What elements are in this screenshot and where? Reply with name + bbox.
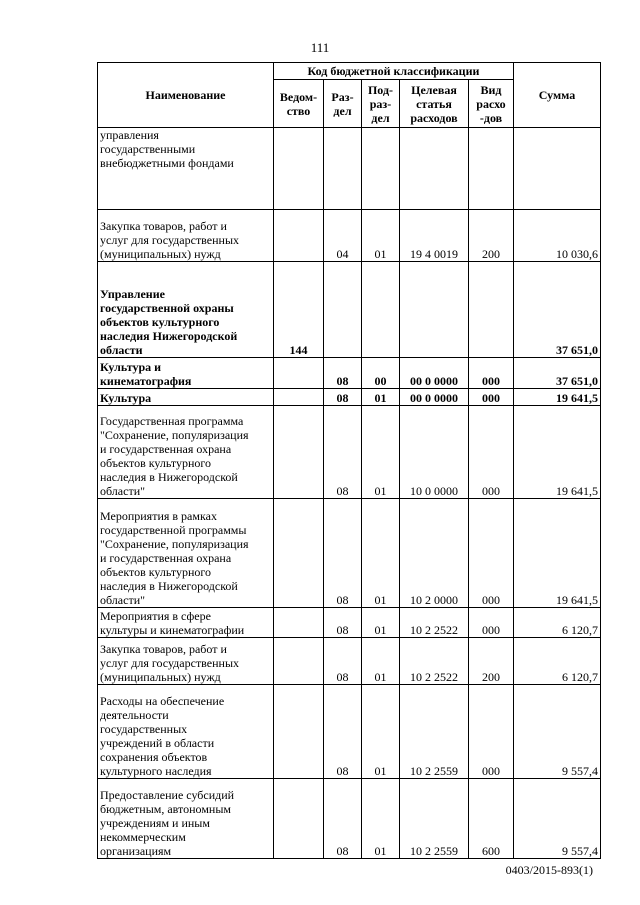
row-celevaya: 10 2 2559 [400, 685, 469, 779]
row-vid [469, 128, 514, 210]
row-razdel: 08 [324, 638, 362, 685]
row-podrazdel: 01 [362, 389, 400, 406]
row-vedomstvo [274, 406, 324, 499]
header-summa: Сумма [514, 63, 601, 128]
row-vedomstvo [274, 210, 324, 262]
row-vedomstvo: 144 [274, 262, 324, 358]
table-body [98, 128, 601, 859]
table-row [98, 638, 601, 685]
row-podrazdel: 01 [362, 779, 400, 859]
table-row [98, 389, 601, 406]
row-razdel: 04 [324, 210, 362, 262]
table-row [98, 128, 601, 210]
row-summa: 10 030,6 [514, 210, 601, 262]
header-vedomstvo: Ведом- ство [274, 80, 324, 128]
row-razdel: 08 [324, 779, 362, 859]
row-podrazdel: 01 [362, 499, 400, 608]
row-celevaya: 10 2 2559 [400, 779, 469, 859]
row-vid: 200 [469, 638, 514, 685]
row-name: Мероприятия в рамках государственной программы "Сохранение, популяризация и государственная охрана объектов культурного наследия в Нижегородской области" [98, 499, 274, 608]
header-code-group: Код бюджетной классификации [274, 63, 514, 80]
row-summa: 37 651,0 [514, 358, 601, 389]
row-razdel: 08 [324, 406, 362, 499]
row-podrazdel: 01 [362, 685, 400, 779]
row-vid: 600 [469, 779, 514, 859]
row-vedomstvo [274, 499, 324, 608]
row-summa: 6 120,7 [514, 608, 601, 638]
row-razdel: 08 [324, 608, 362, 638]
table-row [98, 262, 601, 358]
table-header [98, 63, 601, 128]
row-name: Закупка товаров, работ и услуг для государственных (муниципальных) нужд [98, 210, 274, 262]
row-summa: 6 120,7 [514, 638, 601, 685]
row-podrazdel: 01 [362, 638, 400, 685]
row-celevaya: 10 2 2522 [400, 608, 469, 638]
row-vedomstvo [274, 128, 324, 210]
row-summa: 19 641,5 [514, 499, 601, 608]
page-number: 111 [310, 40, 330, 55]
table-row [98, 608, 601, 638]
row-razdel [324, 128, 362, 210]
header-razdel: Раз- дел [324, 80, 362, 128]
row-razdel: 08 [324, 685, 362, 779]
table-row [98, 358, 601, 389]
row-name: Управление государственной охраны объектов культурного наследия Нижегородской области [98, 262, 274, 358]
table-row [98, 210, 601, 262]
row-podrazdel [362, 262, 400, 358]
header-podrazdel: Под- раз- дел [362, 80, 400, 128]
row-celevaya: 19 4 0019 [400, 210, 469, 262]
row-podrazdel: 01 [362, 406, 400, 499]
row-razdel: 08 [324, 389, 362, 406]
row-podrazdel [362, 128, 400, 210]
row-vid: 000 [469, 358, 514, 389]
document-code: 0403/2015-893(1) [505, 863, 593, 877]
row-celevaya: 10 2 0000 [400, 499, 469, 608]
row-vedomstvo [274, 608, 324, 638]
row-vid: 000 [469, 499, 514, 608]
row-name: Мероприятия в сфере культуры и кинематографии [98, 608, 274, 638]
row-summa: 9 557,4 [514, 685, 601, 779]
row-razdel: 08 [324, 358, 362, 389]
row-vedomstvo [274, 685, 324, 779]
table-row [98, 685, 601, 779]
row-vedomstvo [274, 358, 324, 389]
table-row [98, 406, 601, 499]
row-razdel [324, 262, 362, 358]
row-celevaya: 10 0 0000 [400, 406, 469, 499]
row-vedomstvo [274, 389, 324, 406]
row-name: Государственная программа "Сохранение, популяризация и государственная охрана объектов культурного наследия в Нижегородской области" [98, 406, 274, 499]
row-podrazdel: 01 [362, 608, 400, 638]
row-name: управления государственными внебюджетными фондами [98, 128, 274, 210]
row-summa: 19 641,5 [514, 406, 601, 499]
table-row [98, 779, 601, 859]
row-celevaya [400, 262, 469, 358]
row-vid: 000 [469, 685, 514, 779]
row-vedomstvo [274, 779, 324, 859]
row-name: Культура и кинематография [98, 358, 274, 389]
row-vid: 000 [469, 406, 514, 499]
row-summa [514, 128, 601, 210]
row-name: Культура [98, 389, 274, 406]
row-summa: 9 557,4 [514, 779, 601, 859]
row-razdel: 08 [324, 499, 362, 608]
row-name: Предоставление субсидий бюджетным, автономным учреждениям и иным некоммерческим организациям [98, 779, 274, 859]
row-celevaya [400, 128, 469, 210]
row-podrazdel: 01 [362, 210, 400, 262]
row-name: Расходы на обеспечение деятельности государственных учреждений в области сохранения объектов культурного наследия [98, 685, 274, 779]
budget-table [97, 62, 601, 859]
row-vid [469, 262, 514, 358]
header-celevaya: Целевая статья расходов [400, 80, 469, 128]
row-podrazdel: 00 [362, 358, 400, 389]
row-name: Закупка товаров, работ и услуг для государственных (муниципальных) нужд [98, 638, 274, 685]
header-name: Наименование [98, 63, 274, 128]
header-vid: Вид расхо -дов [469, 80, 514, 128]
row-celevaya: 10 2 2522 [400, 638, 469, 685]
row-summa: 19 641,5 [514, 389, 601, 406]
row-vid: 000 [469, 608, 514, 638]
row-summa: 37 651,0 [514, 262, 601, 358]
row-vedomstvo [274, 638, 324, 685]
table-row [98, 499, 601, 608]
row-celevaya: 00 0 0000 [400, 389, 469, 406]
row-vid: 000 [469, 389, 514, 406]
row-celevaya: 00 0 0000 [400, 358, 469, 389]
row-vid: 200 [469, 210, 514, 262]
